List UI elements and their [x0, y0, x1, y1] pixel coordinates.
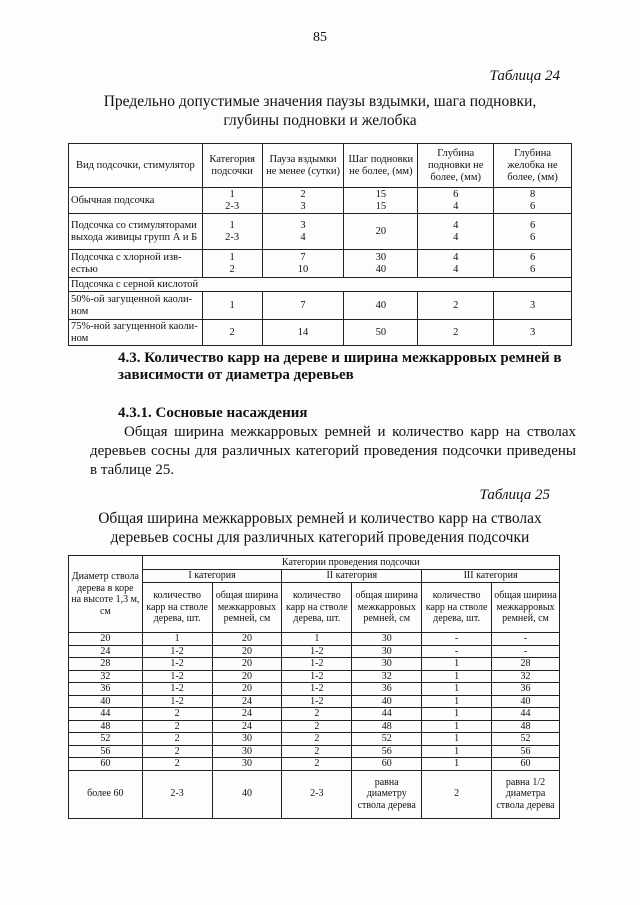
table25-value-cell: 1	[422, 758, 492, 771]
table25-value-cell: 1	[422, 720, 492, 733]
table25-value-cell: 2	[142, 733, 212, 746]
table24-value-cell: 1 2-3	[202, 188, 262, 214]
table25-diameter-cell: 20	[69, 633, 143, 646]
table25-value-cell: 20	[212, 645, 282, 658]
table25-diameter-cell: 32	[69, 670, 143, 683]
table25-head-diameter: Диаметр ствола дерева в коре на высоте 1,3 м, см	[69, 556, 143, 633]
table24-row	[69, 320, 572, 346]
table25-value-cell: 2	[282, 745, 352, 758]
table25-row	[69, 670, 560, 683]
table25-subheader-cell: количество карр на стволе дерева, шт.	[422, 583, 492, 633]
table25-value-cell: 20	[212, 683, 282, 696]
table25-row	[69, 758, 560, 771]
table25-value-cell: 1	[422, 745, 492, 758]
table25-category-cell: II категория	[282, 570, 422, 583]
table24-value-cell: 1	[202, 292, 262, 320]
table25-title-line2: деревьев сосны для различных категорий проведения подсочки	[110, 529, 530, 546]
table24-title-line2: глубины подновки и желобка	[223, 112, 417, 129]
table24-value-cell: 2	[418, 320, 494, 346]
table25-row	[69, 708, 560, 721]
table25-row	[69, 745, 560, 758]
table24	[68, 143, 572, 346]
table25-value-cell: 24	[212, 720, 282, 733]
table25-value-cell: 1	[422, 670, 492, 683]
section-heading-text: 4.3. Количество карр на дереве и ширина межкарровых ремней в зависимости от диаметра деревьев	[118, 350, 562, 383]
table25-row	[69, 720, 560, 733]
table25-value-cell: 30	[352, 658, 422, 671]
table25-subheader-cell: общая ширина межкарровых ремней, см	[212, 583, 282, 633]
table25-value-cell: 2	[142, 758, 212, 771]
table24-value-cell: 8 6	[494, 188, 572, 214]
table25-label: Таблица 25	[479, 487, 550, 503]
table25-row	[69, 683, 560, 696]
table25-category-cell: I категория	[142, 570, 282, 583]
table25-value-cell: 1	[422, 695, 492, 708]
table25-row	[69, 645, 560, 658]
table25-diameter-cell: 48	[69, 720, 143, 733]
table25-subheader-cell: количество карр на стволе дерева, шт.	[282, 583, 352, 633]
table24-value-cell: 14	[262, 320, 344, 346]
table24-name-cell: Подсочка со стимуляторами выхода живицы групп А и Б	[69, 214, 203, 250]
table24-value-cell: 2	[418, 292, 494, 320]
table24-title-line1: Предельно допустимые значения паузы вздымки, шага подновки,	[103, 93, 537, 110]
table25-value-cell: 2	[142, 708, 212, 721]
table24-value-cell: 50	[344, 320, 418, 346]
table25-value-cell: 44	[352, 708, 422, 721]
table25-value-cell: 2	[282, 758, 352, 771]
table25-value-cell: 1-2	[282, 658, 352, 671]
table24-header-cell: Категория подсочки	[202, 144, 262, 188]
table24-name-cell: 50%-ой загущенной каоли-ном	[69, 292, 203, 320]
table24-value-cell: 3 4	[262, 214, 344, 250]
table24-value-cell: 7	[262, 292, 344, 320]
table25	[68, 555, 560, 819]
table25-value-cell: 56	[352, 745, 422, 758]
paragraph: Общая ширина межкарровых ремней и количество карр на стволах деревьев сосны для различных категорий проведения подсочки приведены в таблице 25.	[90, 424, 576, 478]
table25-header-row2	[69, 570, 560, 583]
table25-subheader-cell: общая ширина межкарровых ремней, см	[492, 583, 560, 633]
table25-value-cell: 1-2	[142, 645, 212, 658]
table25-diameter-cell: 52	[69, 733, 143, 746]
table25-value-cell: 1-2	[282, 645, 352, 658]
table24-name-cell: 75%-ной загущенной каоли-ном	[69, 320, 203, 346]
table25-value-cell: 30	[212, 733, 282, 746]
table25-diameter-cell: 36	[69, 683, 143, 696]
table25-category-cell: III категория	[422, 570, 560, 583]
table25-row	[69, 633, 560, 646]
table24-row	[69, 292, 572, 320]
table24-label: Таблица 24	[489, 68, 560, 84]
table24-value-cell: 7 10	[262, 250, 344, 278]
table25-value-cell: 2	[282, 733, 352, 746]
table24-value-cell: 6 6	[494, 250, 572, 278]
table25-value-cell: 40	[492, 695, 560, 708]
table25-value-cell: 32	[492, 670, 560, 683]
section-heading	[118, 350, 578, 384]
table25-value-cell: -	[422, 645, 492, 658]
table24-header-cell: Глубина подновки не более, (мм)	[418, 144, 494, 188]
table25-value-cell: 24	[212, 695, 282, 708]
table25-value-cell: равна диаметру ствола дерева	[352, 770, 422, 818]
table24-name-cell: Подсочка с хлорной изв-естью	[69, 250, 203, 278]
table25-value-cell: 40	[352, 695, 422, 708]
table25-diameter-cell: 40	[69, 695, 143, 708]
table24-value-cell: 40	[344, 292, 418, 320]
table25-value-cell: 2-3	[142, 770, 212, 818]
table24-row	[69, 250, 572, 278]
table25-value-cell: 1	[422, 733, 492, 746]
table25-value-cell: 36	[352, 683, 422, 696]
table24-header-cell: Пауза вздымки не менее (сутки)	[262, 144, 344, 188]
table24-header-cell: Шаг подновки не более, (мм)	[344, 144, 418, 188]
table25-value-cell: 20	[212, 670, 282, 683]
table24-row	[69, 188, 572, 214]
table25-value-cell: 2	[142, 720, 212, 733]
table25-value-cell: 52	[492, 733, 560, 746]
table24-value-cell: 1 2	[202, 250, 262, 278]
table24-header-cell: Глубина желобка не более, (мм)	[494, 144, 572, 188]
table24-row	[69, 214, 572, 250]
table24-value-cell: 2	[202, 320, 262, 346]
table25-head-categories: Категории проведения подсочки	[142, 556, 559, 570]
table25-value-cell: 2	[422, 770, 492, 818]
table25-value-cell: 1-2	[142, 683, 212, 696]
table25-value-cell: 20	[212, 633, 282, 646]
table25-title-line1: Общая ширина межкарровых ремней и количество карр на стволах	[98, 510, 542, 527]
table25-row	[69, 770, 560, 818]
table25-diameter-cell: 44	[69, 708, 143, 721]
subsection-heading: 4.3.1. Сосновые насаждения	[118, 405, 308, 421]
table25-value-cell: 2	[282, 720, 352, 733]
table24-value-cell: 1 2-3	[202, 214, 262, 250]
table24-value-cell: 6 6	[494, 214, 572, 250]
table24-value-cell: 3	[494, 292, 572, 320]
table25-value-cell: 24	[212, 708, 282, 721]
table25-value-cell: 30	[352, 645, 422, 658]
table25-value-cell: -	[492, 645, 560, 658]
table25-diameter-cell: более 60	[69, 770, 143, 818]
table25-header-row3	[69, 583, 560, 633]
table24-value-cell: 30 40	[344, 250, 418, 278]
table25-value-cell: 1	[422, 683, 492, 696]
table25-value-cell: 2-3	[282, 770, 352, 818]
table25-diameter-cell: 60	[69, 758, 143, 771]
table24-value-cell: 4 4	[418, 214, 494, 250]
table24-header-row	[69, 144, 572, 188]
table25-row	[69, 733, 560, 746]
table24-name-cell: Обычная подсочка	[69, 188, 203, 214]
table25-value-cell: 28	[492, 658, 560, 671]
table25-value-cell: 1-2	[142, 670, 212, 683]
table25-value-cell: 32	[352, 670, 422, 683]
table24-group-cell: Подсочка с серной кислотой	[69, 278, 572, 292]
table24-value-cell: 4 4	[418, 250, 494, 278]
table25-value-cell: 36	[492, 683, 560, 696]
table24-row	[69, 278, 572, 292]
table25-diameter-cell: 28	[69, 658, 143, 671]
table25-value-cell: -	[422, 633, 492, 646]
table25-subheader-cell: общая ширина межкарровых ремней, см	[352, 583, 422, 633]
table25-header-row1	[69, 556, 560, 570]
table24-value-cell: 3	[494, 320, 572, 346]
table25-row	[69, 695, 560, 708]
table25-value-cell: 48	[352, 720, 422, 733]
table24-value-cell: 2 3	[262, 188, 344, 214]
table25-value-cell: 30	[212, 745, 282, 758]
table25-value-cell: 1	[422, 658, 492, 671]
table25-diameter-cell: 56	[69, 745, 143, 758]
table25-value-cell: 1-2	[142, 658, 212, 671]
table25-value-cell: 1-2	[142, 695, 212, 708]
table25-value-cell: 1-2	[282, 695, 352, 708]
table25-value-cell: 1	[282, 633, 352, 646]
table25-value-cell: 2	[282, 708, 352, 721]
table25-value-cell: 40	[212, 770, 282, 818]
table25-value-cell: 56	[492, 745, 560, 758]
table25-value-cell: 1-2	[282, 670, 352, 683]
table25-value-cell: 30	[352, 633, 422, 646]
table24-value-cell: 15 15	[344, 188, 418, 214]
table25-value-cell: -	[492, 633, 560, 646]
table25-value-cell: 1	[422, 708, 492, 721]
table25-value-cell: 2	[142, 745, 212, 758]
page-number: 85	[313, 30, 327, 45]
table25-value-cell: 44	[492, 708, 560, 721]
table24-title	[0, 92, 640, 130]
table25-value-cell: 52	[352, 733, 422, 746]
table25-value-cell: равна 1/2 диаметра ствола дерева	[492, 770, 560, 818]
table25-value-cell: 1	[142, 633, 212, 646]
table25-value-cell: 30	[212, 758, 282, 771]
table24-value-cell: 6 4	[418, 188, 494, 214]
table25-value-cell: 48	[492, 720, 560, 733]
table25-value-cell: 1-2	[282, 683, 352, 696]
table25-diameter-cell: 24	[69, 645, 143, 658]
table24-header-cell: Вид подсочки, стимулятор	[69, 144, 203, 188]
table25-value-cell: 20	[212, 658, 282, 671]
table25-value-cell: 60	[352, 758, 422, 771]
table25-row	[69, 658, 560, 671]
table25-value-cell: 60	[492, 758, 560, 771]
table25-title	[0, 509, 640, 547]
table24-value-cell: 20	[344, 214, 418, 250]
table25-subheader-cell: количество карр на стволе дерева, шт.	[142, 583, 212, 633]
